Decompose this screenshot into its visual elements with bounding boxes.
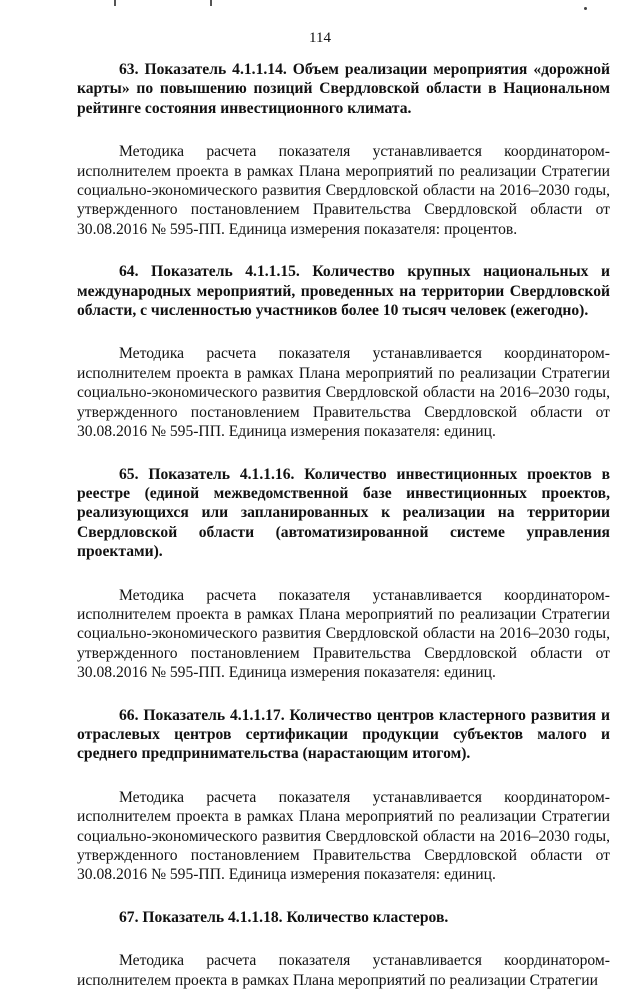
document-body [77,60,610,990]
section-67-body: Методика расчета показателя устанавливается координатором-исполнителем проекта в рамках Плана мероприятий по реализации Стратегии [77,952,610,989]
scan-speck [584,7,587,10]
section-65-heading: 65. Показатель 4.1.1.16. Количество инвестиционных проектов в реестре (единой межведомственной базе инвестиционных проектов, реализующихся или запланированных к реализации на территории Свердловской области (автоматизированной системе управления проектами). [77,465,610,561]
section-65-body: Методика расчета показателя устанавливается координатором-исполнителем проекта в рамках Плана мероприятий по реализации Стратегии социально-экономического развития Свердловской области на 2016–2030 годы, утвержденного постановлением Правительства Свердловской области от 30.08.2016 № 595-ПП. Единица измерения показателя: единиц. [77,586,610,682]
page-number: 114 [309,30,331,46]
scan-mark [114,0,116,6]
section-67-heading: 67. Показатель 4.1.1.18. Количество кластеров. [119,908,449,926]
section-64-body: Методика расчета показателя устанавливается координатором-исполнителем проекта в рамках Плана мероприятий по реализации Стратегии социально-экономического развития Свердловской области на 2016–2030 годы, утвержденного постановлением Правительства Свердловской области от 30.08.2016 № 595-ПП. Единица измерения показателя: единиц. [77,345,610,441]
section-66-body: Методика расчета показателя устанавливается координатором-исполнителем проекта в рамках Плана мероприятий по реализации Стратегии социально-экономического развития Свердловской области на 2016–2030 годы, утвержденного постановлением Правительства Свердловской области от 30.08.2016 № 595-ПП. Единица измерения показателя: единиц. [77,788,610,884]
section-63-heading: 63. Показатель 4.1.1.14. Объем реализации мероприятия «дорожной карты» по повышению позиций Свердловской области в Национальном рейтинге состояния инвестиционного климата. [77,61,610,117]
section-66-heading: 66. Показатель 4.1.1.17. Количество центров кластерного развития и отраслевых центров сертификации продукции субъектов малого и среднего предпринимательства (нарастающим итогом). [77,706,610,763]
scan-mark [210,0,212,6]
section-64-heading: 64. Показатель 4.1.1.15. Количество крупных национальных и международных мероприятий, проведенных на территории Свердловской области, с численностью участников более 10 тысяч человек (ежегодно). [77,263,610,320]
section-63-body: Методика расчета показателя устанавливается координатором-исполнителем проекта в рамках Плана мероприятий по реализации Стратегии социально-экономического развития Свердловской области на 2016–2030 годы, утвержденного постановлением Правительства Свердловской области от 30.08.2016 № 595-ПП. Единица измерения показателя: процентов. [77,143,610,238]
